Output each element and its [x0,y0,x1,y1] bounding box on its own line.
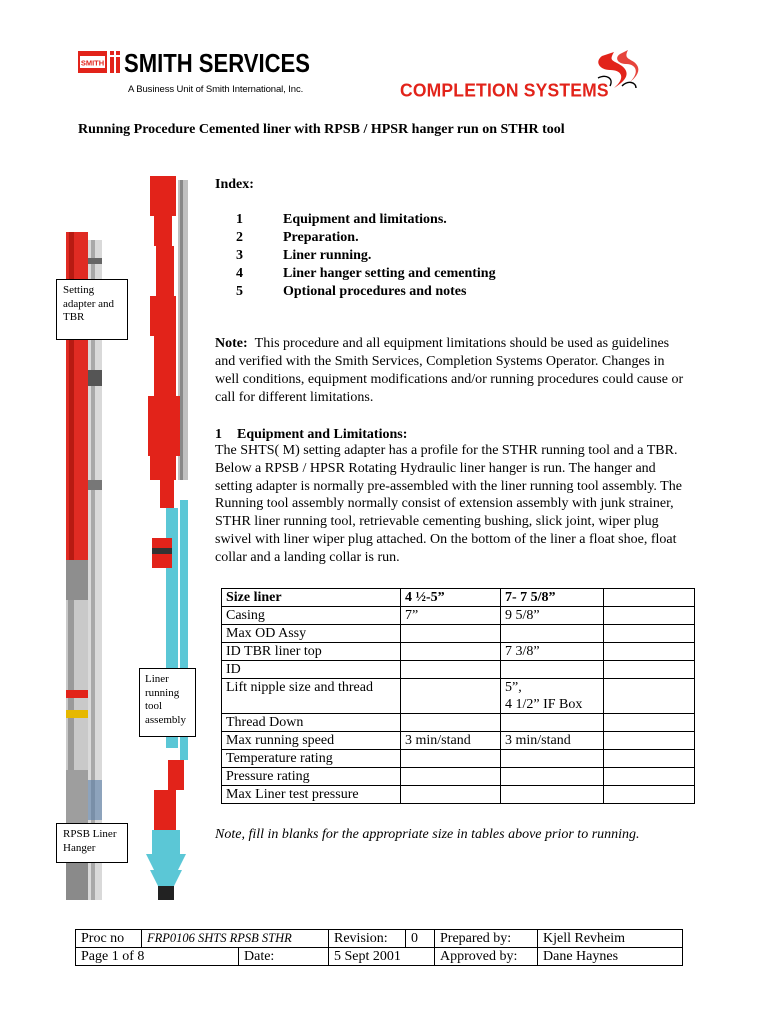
brand-name: SMITH SERVICES [124,48,310,78]
prepared-label: Prepared by: [435,930,538,948]
revision-label: Revision: [329,930,406,948]
table-row: Max running speed 3 min/stand 3 min/stand [222,732,695,750]
revision-value: 0 [406,930,435,948]
note-paragraph [215,335,685,407]
smith-services-logo [78,47,313,77]
section-body: The SHTS( M) setting adapter has a profile for the STHR running tool and a TBR. Below a RPSB / HPSR Rotating Hydraulic liner hanger is run. The hanger and setting adapter is normally pre-assembled with the liner running tool assembly. The Running tool assembly normally consist of extension assembly with junk strainer, STHR liner running tool, retrievable cementing bushing, slick joint, wiper plug swivel with liner wiper plug attached. On the bottom of the liner a float shoe, float collar and a landing collar is run. [215,443,682,565]
table-row: Lift nipple size and thread 5”, 4 1/2” IF Box [222,679,695,714]
proc-label: Proc no [76,930,142,948]
footer-row [76,948,683,966]
approved-label: Approved by: [435,948,538,966]
index-item: 1 Equipment and limitations. [236,212,447,227]
index-list [236,211,496,301]
prepared-value: Kjell Revheim [538,930,683,948]
section-heading: 1 Equipment and Limitations: [215,427,408,442]
table-row: Thread Down [222,714,695,732]
index-heading: Index: [215,177,254,192]
date-value: 5 Sept 2001 [329,948,435,966]
equipment-spec-table [221,588,695,804]
table-header-cell: 4 ½-5” [401,589,501,607]
footer-row [76,930,683,948]
note-label: Note: [215,336,248,351]
proc-value: FRP0106 SHTS RPSB STHR [142,930,329,948]
svg-text:SMITH: SMITH [80,58,105,68]
table-header-cell: 7- 7 5/8” [501,589,604,607]
index-item: 3 Liner running. [236,248,372,263]
index-item: 2 Preparation. [236,230,359,245]
page-number: Page 1 of 8 [76,948,239,966]
note-text: This procedure and all equipment limitations should be used as guidelines and verified with the Smith Services, Completion Systems Operator. Changes in well conditions, equipment modifications and/or running procedures could cause or call for different limitations. [215,336,684,405]
table-row: ID TBR liner top 7 3/8” [222,643,695,661]
table-row: Casing 7” 9 5/8” [222,607,695,625]
table-header-cell: Size liner [222,589,401,607]
fill-in-note: Note, fill in blanks for the appropriate size in tables above prior to running. [215,827,640,842]
callout-rpsb-hanger: RPSB Liner Hanger [56,823,128,863]
division-name: COMPLETION SYSTEMS [400,79,609,101]
table-row: Max OD Assy [222,625,695,643]
table-header-cell [604,589,695,607]
index-item: 5 Optional procedures and notes [236,284,467,299]
date-label: Date: [239,948,329,966]
table-row: Max Liner test pressure [222,786,695,804]
table-header-row [222,589,695,607]
brand-tagline: A Business Unit of Smith International, Inc. [128,84,304,95]
table-row: Temperature rating [222,750,695,768]
document-title: Running Procedure Cemented liner with RPSB / HPSR hanger run on STHR tool [78,122,565,137]
table-row: ID [222,661,695,679]
callout-running-tool: Liner running tool assembly [139,668,196,737]
approved-value: Dane Haynes [538,948,683,966]
callout-setting-adapter: Setting adapter and TBR [56,279,128,340]
table-row: Pressure rating [222,768,695,786]
document-footer-table [75,929,683,966]
index-item: 4 Liner hanger setting and cementing [236,266,496,281]
